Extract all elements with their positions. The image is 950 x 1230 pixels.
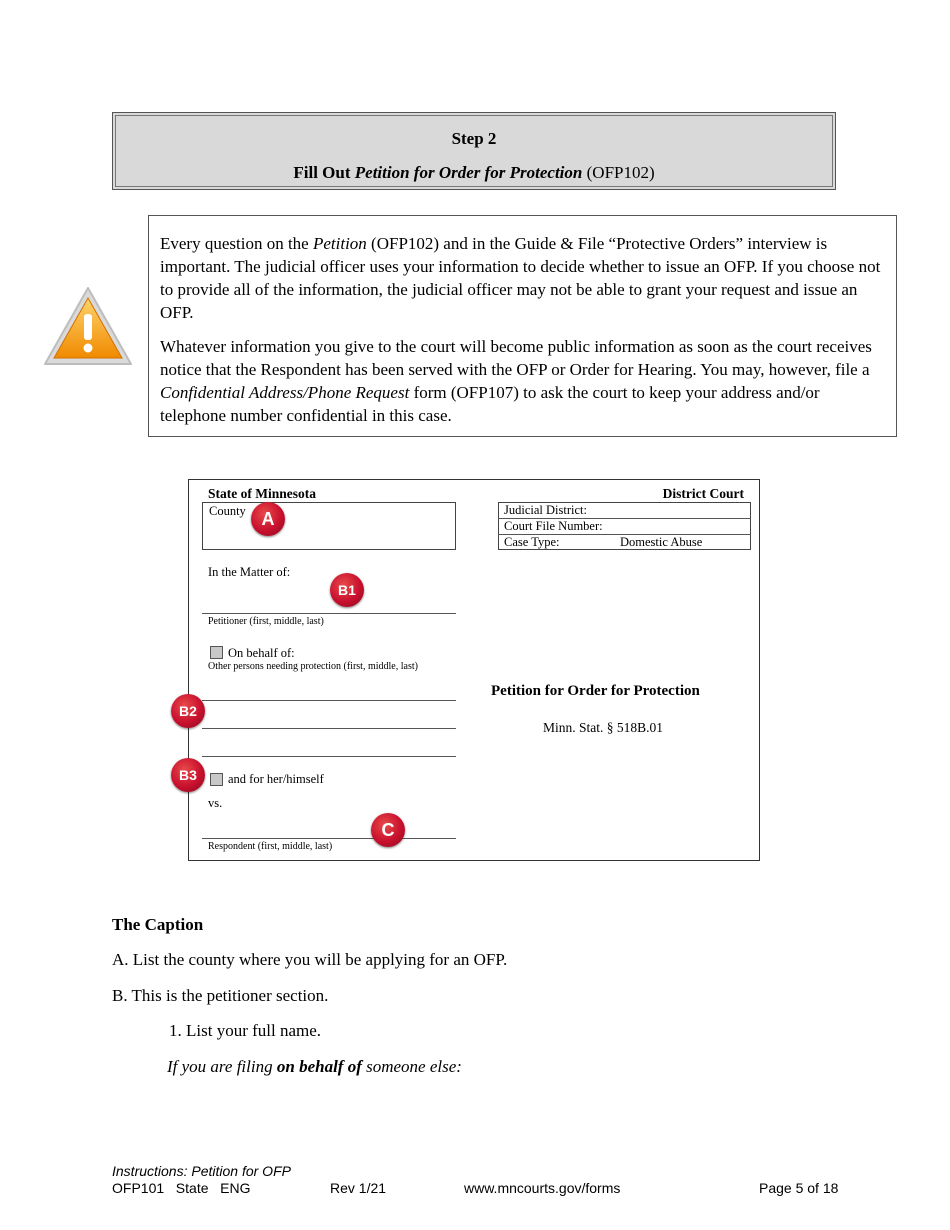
petitioner-line xyxy=(202,613,456,614)
footer-url[interactable]: www.mncourts.gov/forms xyxy=(464,1180,621,1196)
caption-form-sample xyxy=(188,479,760,861)
badge-b2: B2 xyxy=(171,694,205,728)
court-file-number-label: Court File Number: xyxy=(504,519,603,533)
step-title: Step 2 xyxy=(451,129,497,148)
caption-note-bold: on behalf of xyxy=(276,1057,362,1076)
caption-heading: The Caption xyxy=(112,915,204,934)
case-type-label: Case Type: xyxy=(504,535,560,549)
badge-a: A xyxy=(251,502,285,536)
on-behalf-label: On behalf of: xyxy=(228,646,295,660)
badge-b1: B1 xyxy=(330,573,364,607)
caption-note-a: If you are filing xyxy=(167,1057,277,1076)
warning-p2-italic: Confidential Address/Phone Request xyxy=(160,383,410,402)
warning-paragraph-2 xyxy=(160,335,884,427)
badge-b3: B3 xyxy=(171,758,205,792)
caption-note xyxy=(167,1057,462,1077)
step-subtitle-prefix: Fill Out xyxy=(293,163,355,182)
step-subtitle-form-id: (OFP102) xyxy=(582,163,655,182)
warning-paragraph-1 xyxy=(160,232,884,324)
respondent-label: Respondent (first, middle, last) xyxy=(208,841,333,852)
and-for-self-checkbox[interactable] xyxy=(210,773,223,786)
on-behalf-checkbox[interactable] xyxy=(210,646,223,659)
case-type-value: Domestic Abuse xyxy=(620,535,703,549)
footer-page-number: Page 5 of 18 xyxy=(759,1180,839,1196)
caption-item-b1: 1. List your full name. xyxy=(169,1021,322,1040)
warning-p2-text-b: form (OFP107) to ask the court to keep your address and/or telephone number confidential in this case. xyxy=(160,383,820,425)
warning-notice-box xyxy=(148,215,897,437)
caption-item-a: A. List the county where you will be applying for an OFP. xyxy=(112,950,508,969)
other-person-line-1 xyxy=(202,700,456,701)
warning-p1-italic: Petition xyxy=(312,234,367,253)
vs-label: vs. xyxy=(208,796,223,810)
petitioner-label: Petitioner (first, middle, last) xyxy=(208,616,324,627)
footer-doc-title: Instructions: Petition for OFP xyxy=(112,1163,291,1179)
and-for-self-label: and for her/himself xyxy=(228,772,324,786)
form-statute: Minn. Stat. § 518B.01 xyxy=(543,720,664,735)
other-person-line-2 xyxy=(202,728,456,729)
caption-note-b: someone else: xyxy=(361,1057,462,1076)
caption-item-b: B. This is the petitioner section. xyxy=(112,986,329,1005)
badge-c: C xyxy=(371,813,405,847)
warning-p1-text-a: Every question on the xyxy=(160,234,313,253)
footer-rev: Rev 1/21 xyxy=(330,1180,387,1196)
warning-p2-text-a: Whatever information you give to the court will become public information as soon as the court receives notice that the Respondent has been served with the OFP or Order for Hearing. You may, however, file a xyxy=(160,337,872,379)
other-person-line-3 xyxy=(202,756,456,757)
judicial-district-label: Judicial District: xyxy=(504,503,587,517)
step-subtitle-form-name: Petition for Order for Protection xyxy=(354,163,583,182)
step-subtitle xyxy=(113,163,835,183)
step-header-box xyxy=(112,112,836,190)
warning-triangle-icon xyxy=(42,284,134,368)
other-persons-label: Other persons needing protection (first, middle, last) xyxy=(208,661,418,672)
in-the-matter-label: In the Matter of: xyxy=(208,565,291,579)
form-court: District Court xyxy=(662,486,744,501)
respondent-line xyxy=(202,838,456,839)
county-label: County xyxy=(209,504,246,518)
warning-p1-text-b: (OFP102) and in the Guide & File “Protective Orders” interview is important. The judicial officer uses your information to decide whether to issue an OFP. If you choose not to provide all of the information, the judicial officer may not be able to grant your request and issue an OFP. xyxy=(160,234,881,322)
form-title: Petition for Order for Protection xyxy=(491,683,700,699)
footer-form-id: OFP101 State ENG xyxy=(112,1180,251,1196)
form-state: State of Minnesota xyxy=(208,486,316,501)
